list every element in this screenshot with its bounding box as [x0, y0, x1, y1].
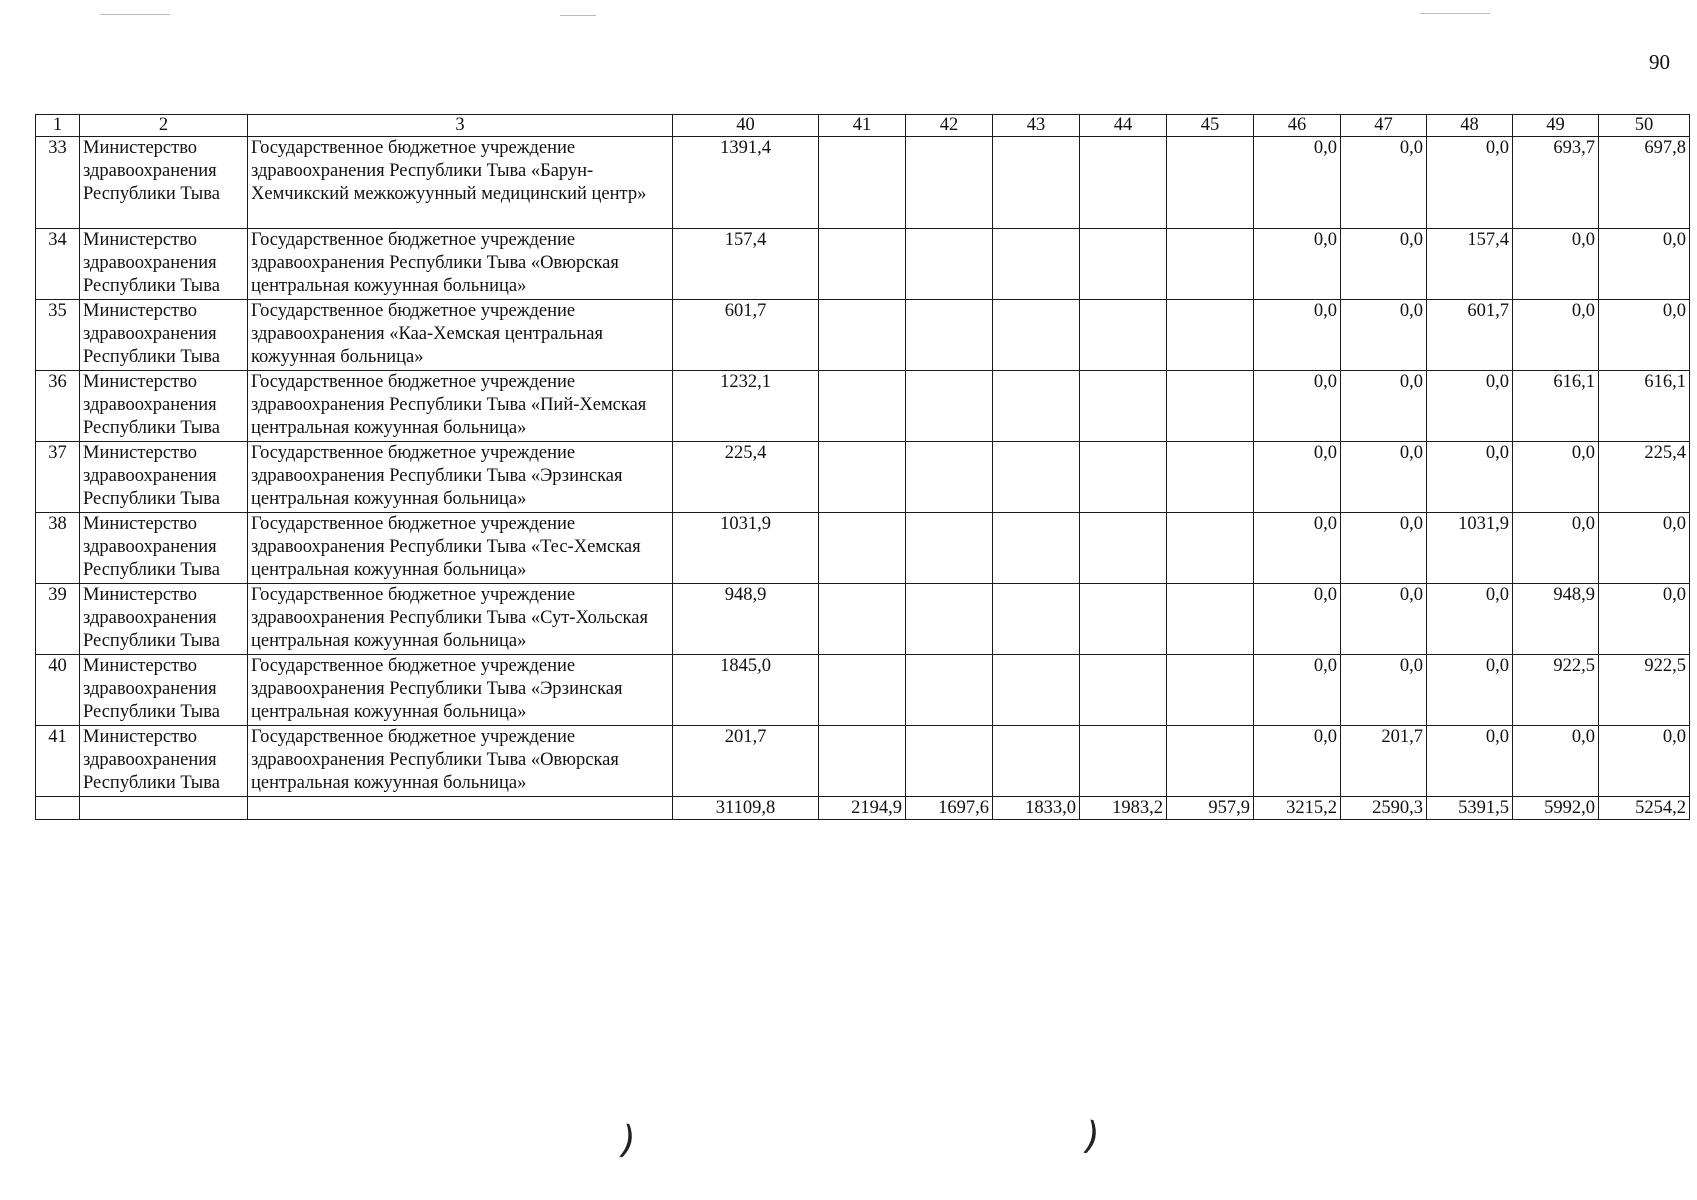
value-cell-48: 0,0 [1427, 371, 1513, 442]
row-number: 37 [36, 442, 80, 513]
value-cell-40: 157,4 [673, 229, 819, 300]
value-cell-42 [906, 655, 993, 726]
value-cell-46: 0,0 [1254, 442, 1341, 513]
column-header-50: 50 [1599, 115, 1690, 137]
institution-name: Государственное бюджетное учреждение здравоохранения Республики Тыва «Овюрская центральная кожуунная больница» [248, 229, 673, 300]
value-cell-45 [1167, 584, 1254, 655]
column-header-45: 45 [1167, 115, 1254, 137]
value-cell-50: 0,0 [1599, 513, 1690, 584]
table-body [36, 137, 1690, 820]
value-cell-45 [1167, 442, 1254, 513]
value-cell-49: 0,0 [1513, 442, 1599, 513]
value-cell-45 [1167, 371, 1254, 442]
organization-name: Министерство здравоохранения Республики Тыва [80, 371, 248, 442]
value-cell-49: 948,9 [1513, 584, 1599, 655]
scan-mark [560, 15, 596, 16]
value-cell-46: 0,0 [1254, 726, 1341, 797]
value-cell-47: 0,0 [1341, 229, 1427, 300]
value-cell-42 [906, 726, 993, 797]
value-cell-43 [993, 371, 1080, 442]
column-header-1: 1 [36, 115, 80, 137]
value-cell-41 [819, 584, 906, 655]
value-cell-44 [1080, 371, 1167, 442]
value-cell-45 [1167, 726, 1254, 797]
value-cell-42 [906, 442, 993, 513]
page-number: 90 [1649, 50, 1670, 74]
value-cell-45 [1167, 300, 1254, 371]
column-header-2: 2 [80, 115, 248, 137]
value-cell-50: 225,4 [1599, 442, 1690, 513]
column-header-3: 3 [248, 115, 673, 137]
row-number: 33 [36, 137, 80, 229]
value-cell-42 [906, 584, 993, 655]
value-cell-48: 1031,9 [1427, 513, 1513, 584]
value-cell-42 [906, 371, 993, 442]
table-row [36, 442, 1690, 513]
value-cell-49: 693,7 [1513, 137, 1599, 229]
value-cell-48: 601,7 [1427, 300, 1513, 371]
table-row [36, 584, 1690, 655]
total-cell-43: 1833,0 [993, 797, 1080, 820]
header-row [36, 115, 1690, 137]
value-cell-43 [993, 229, 1080, 300]
total-cell-50: 5254,2 [1599, 797, 1690, 820]
value-cell-45 [1167, 229, 1254, 300]
value-cell-42 [906, 300, 993, 371]
value-cell-44 [1080, 513, 1167, 584]
table-row [36, 300, 1690, 371]
value-cell-48: 0,0 [1427, 584, 1513, 655]
value-cell-40: 1391,4 [673, 137, 819, 229]
value-cell-50: 0,0 [1599, 300, 1690, 371]
value-cell-46: 0,0 [1254, 655, 1341, 726]
value-cell-43 [993, 442, 1080, 513]
value-cell-47: 201,7 [1341, 726, 1427, 797]
value-cell-47: 0,0 [1341, 655, 1427, 726]
column-header-46: 46 [1254, 115, 1341, 137]
total-cell-40: 31109,8 [673, 797, 819, 820]
column-header-40: 40 [673, 115, 819, 137]
value-cell-50: 0,0 [1599, 229, 1690, 300]
value-cell-44 [1080, 726, 1167, 797]
table-row [36, 655, 1690, 726]
organization-name: Министерство здравоохранения Республики Тыва [80, 726, 248, 797]
institution-name: Государственное бюджетное учреждение здравоохранения «Каа-Хемская центральная кожуунная больница» [248, 300, 673, 371]
column-header-44: 44 [1080, 115, 1167, 137]
value-cell-47: 0,0 [1341, 584, 1427, 655]
row-number: 36 [36, 371, 80, 442]
column-header-41: 41 [819, 115, 906, 137]
table-row [36, 726, 1690, 797]
value-cell-47: 0,0 [1341, 513, 1427, 584]
value-cell-43 [993, 584, 1080, 655]
organization-name: Министерство здравоохранения Республики Тыва [80, 513, 248, 584]
table-row [36, 229, 1690, 300]
value-cell-48: 0,0 [1427, 137, 1513, 229]
value-cell-44 [1080, 300, 1167, 371]
institution-name: Государственное бюджетное учреждение здравоохранения Республики Тыва «Тес-Хемская центральная кожуунная больница» [248, 513, 673, 584]
value-cell-44 [1080, 655, 1167, 726]
value-cell-50: 697,8 [1599, 137, 1690, 229]
value-cell-40: 1031,9 [673, 513, 819, 584]
value-cell-50: 922,5 [1599, 655, 1690, 726]
value-cell-50: 0,0 [1599, 584, 1690, 655]
value-cell-45 [1167, 513, 1254, 584]
scan-bracket-mark: ) [615, 1116, 640, 1164]
value-cell-48: 157,4 [1427, 229, 1513, 300]
value-cell-45 [1167, 655, 1254, 726]
value-cell-40: 1845,0 [673, 655, 819, 726]
institution-name: Государственное бюджетное учреждение здравоохранения Республики Тыва «Эрзинская центральная кожуунная больница» [248, 655, 673, 726]
column-header-49: 49 [1513, 115, 1599, 137]
total-row-number [36, 797, 80, 820]
institution-name: Государственное бюджетное учреждение здравоохранения Республики Тыва «Пий-Хемская центральная кожуунная больница» [248, 371, 673, 442]
value-cell-43 [993, 137, 1080, 229]
row-number: 41 [36, 726, 80, 797]
budget-table [35, 114, 1690, 820]
row-number: 39 [36, 584, 80, 655]
organization-name: Министерство здравоохранения Республики Тыва [80, 442, 248, 513]
total-cell-45: 957,9 [1167, 797, 1254, 820]
value-cell-47: 0,0 [1341, 442, 1427, 513]
value-cell-41 [819, 371, 906, 442]
value-cell-40: 201,7 [673, 726, 819, 797]
table-row [36, 371, 1690, 442]
value-cell-41 [819, 726, 906, 797]
total-cell-44: 1983,2 [1080, 797, 1167, 820]
value-cell-42 [906, 229, 993, 300]
value-cell-41 [819, 655, 906, 726]
value-cell-45 [1167, 137, 1254, 229]
value-cell-47: 0,0 [1341, 371, 1427, 442]
value-cell-46: 0,0 [1254, 300, 1341, 371]
value-cell-49: 0,0 [1513, 300, 1599, 371]
organization-name: Министерство здравоохранения Республики Тыва [80, 655, 248, 726]
value-cell-41 [819, 442, 906, 513]
organization-name: Министерство здравоохранения Республики Тыва [80, 229, 248, 300]
value-cell-46: 0,0 [1254, 584, 1341, 655]
value-cell-50: 0,0 [1599, 726, 1690, 797]
institution-name: Государственное бюджетное учреждение здравоохранения Республики Тыва «Овюрская центральная кожуунная больница» [248, 726, 673, 797]
value-cell-46: 0,0 [1254, 371, 1341, 442]
row-number: 35 [36, 300, 80, 371]
column-header-42: 42 [906, 115, 993, 137]
value-cell-40: 601,7 [673, 300, 819, 371]
organization-name: Министерство здравоохранения Республики Тыва [80, 137, 248, 229]
row-number: 40 [36, 655, 80, 726]
row-number: 38 [36, 513, 80, 584]
total-cell-48: 5391,5 [1427, 797, 1513, 820]
value-cell-49: 0,0 [1513, 513, 1599, 584]
value-cell-46: 0,0 [1254, 137, 1341, 229]
column-header-43: 43 [993, 115, 1080, 137]
row-number: 34 [36, 229, 80, 300]
value-cell-46: 0,0 [1254, 513, 1341, 584]
institution-name: Государственное бюджетное учреждение здравоохранения Республики Тыва «Эрзинская центральная кожуунная больница» [248, 442, 673, 513]
total-organization [80, 797, 248, 820]
value-cell-44 [1080, 137, 1167, 229]
value-cell-42 [906, 137, 993, 229]
value-cell-48: 0,0 [1427, 655, 1513, 726]
institution-name: Государственное бюджетное учреждение здравоохранения Республики Тыва «Сут-Хольская центральная кожуунная больница» [248, 584, 673, 655]
institution-name: Государственное бюджетное учреждение здравоохранения Республики Тыва «Барун-Хемчикский межкожуунный медицинский центр» [248, 137, 673, 229]
table-header [36, 115, 1690, 137]
value-cell-44 [1080, 229, 1167, 300]
value-cell-40: 948,9 [673, 584, 819, 655]
table-row [36, 137, 1690, 229]
organization-name: Министерство здравоохранения Республики Тыва [80, 584, 248, 655]
value-cell-46: 0,0 [1254, 229, 1341, 300]
value-cell-49: 0,0 [1513, 726, 1599, 797]
value-cell-44 [1080, 442, 1167, 513]
value-cell-43 [993, 655, 1080, 726]
scan-mark [100, 14, 170, 15]
value-cell-43 [993, 300, 1080, 371]
total-cell-46: 3215,2 [1254, 797, 1341, 820]
organization-name: Министерство здравоохранения Республики Тыва [80, 300, 248, 371]
value-cell-40: 1232,1 [673, 371, 819, 442]
value-cell-41 [819, 137, 906, 229]
total-row [36, 797, 1690, 820]
column-header-47: 47 [1341, 115, 1427, 137]
scan-mark [1420, 13, 1490, 14]
value-cell-49: 0,0 [1513, 229, 1599, 300]
table-row [36, 513, 1690, 584]
value-cell-47: 0,0 [1341, 137, 1427, 229]
scan-bracket-mark: ) [1079, 1112, 1104, 1160]
total-cell-42: 1697,6 [906, 797, 993, 820]
value-cell-49: 616,1 [1513, 371, 1599, 442]
value-cell-48: 0,0 [1427, 726, 1513, 797]
total-cell-49: 5992,0 [1513, 797, 1599, 820]
value-cell-47: 0,0 [1341, 300, 1427, 371]
value-cell-50: 616,1 [1599, 371, 1690, 442]
value-cell-42 [906, 513, 993, 584]
value-cell-44 [1080, 584, 1167, 655]
value-cell-41 [819, 513, 906, 584]
value-cell-40: 225,4 [673, 442, 819, 513]
value-cell-43 [993, 513, 1080, 584]
value-cell-48: 0,0 [1427, 442, 1513, 513]
column-header-48: 48 [1427, 115, 1513, 137]
total-institution [248, 797, 673, 820]
total-cell-47: 2590,3 [1341, 797, 1427, 820]
value-cell-49: 922,5 [1513, 655, 1599, 726]
value-cell-41 [819, 229, 906, 300]
value-cell-43 [993, 726, 1080, 797]
value-cell-41 [819, 300, 906, 371]
total-cell-41: 2194,9 [819, 797, 906, 820]
